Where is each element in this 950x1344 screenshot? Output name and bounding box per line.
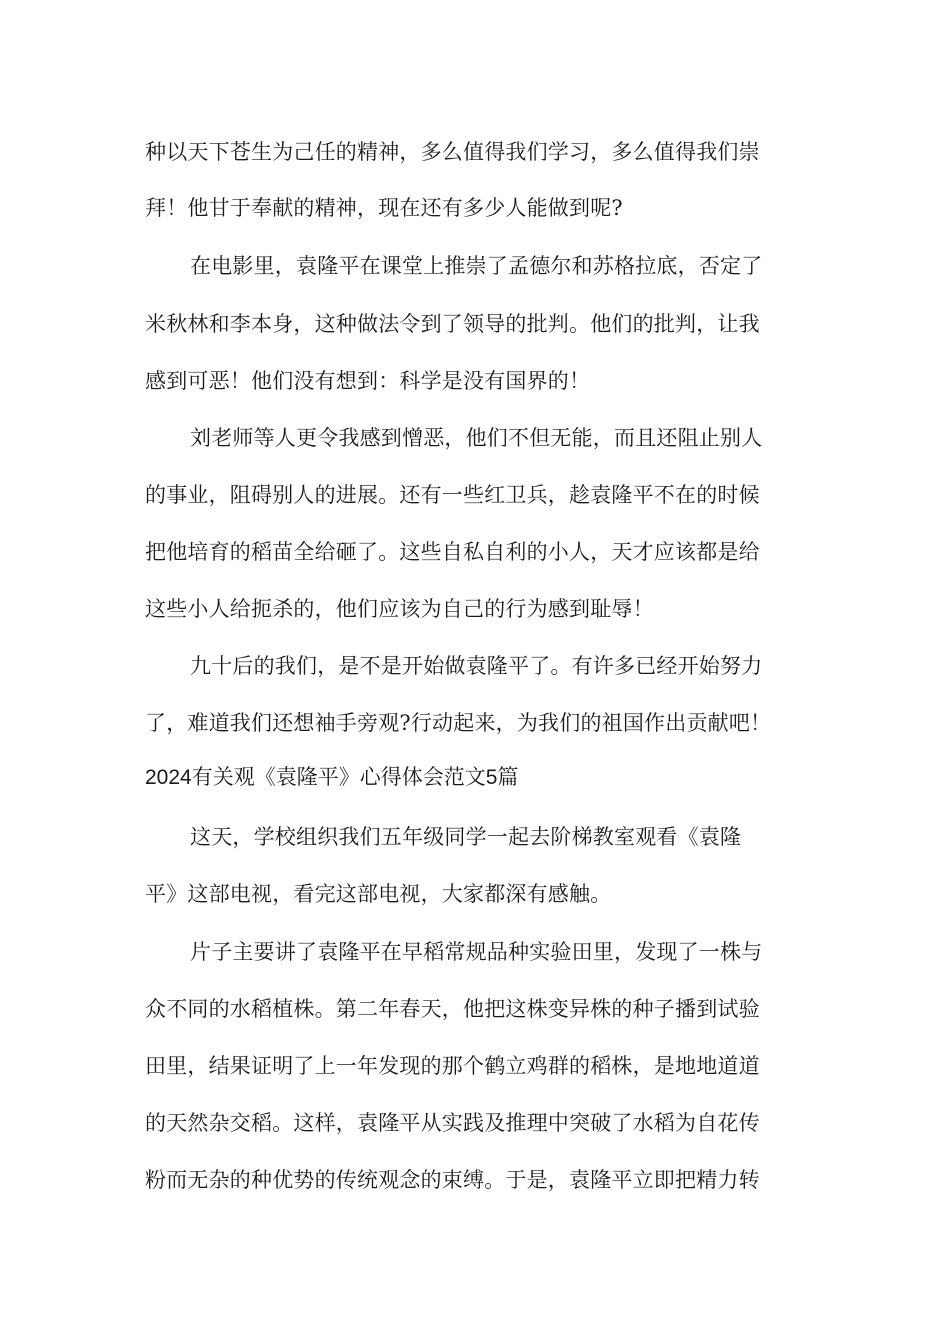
paragraph-6-line-4: 的天然杂交稻。这样，袁隆平从实践及推理中突破了水稻为自花传 [145, 1111, 760, 1135]
paragraph-5-line-2: 平》这部电视，看完这部电视，大家都深有感触。 [145, 882, 612, 906]
paragraph-6-line-5: 粉而无杂的种优势的传统观念的束缚。于是，袁隆平立即把精力转 [145, 1168, 760, 1192]
paragraph-2-line-2: 米秋林和李本身，这种做法令到了领导的批判。他们的批判，让我 [145, 312, 760, 336]
paragraph-3-line-3: 把他培育的稻苗全给砸了。这些自私自利的小人，天才应该都是给 [145, 540, 760, 564]
paragraph-3-line-1: 刘老师等人更令我感到憎恶，他们不但无能，而且还阻止别人 [190, 426, 763, 450]
paragraph-6-line-1: 片子主要讲了袁隆平在早稻常规品种实验田里，发现了一株与 [190, 940, 763, 964]
paragraph-5-line-1: 这天，学校组织我们五年级同学一起去阶梯教室观看《袁隆 [190, 825, 742, 849]
section-heading: 2024有关观《袁隆平》心得体会范文5篇 [145, 766, 519, 789]
paragraph-3-line-2: 的事业，阻碍别人的进展。还有一些红卫兵，趁袁隆平不在的时候 [145, 483, 760, 507]
paragraph-6-line-2: 众不同的水稻植株。第二年春天，他把这株变异株的种子播到试验 [145, 997, 760, 1021]
paragraph-1-line-1: 种以天下苍生为己任的精神，多么值得我们学习，多么值得我们崇 [145, 140, 760, 164]
paragraph-2-line-3: 感到可恶！他们没有想到：科学是没有国界的！ [145, 369, 591, 393]
paragraph-4-line-2: 了，难道我们还想袖手旁观?行动起来，为我们的祖国作出贡献吧！ [145, 711, 772, 735]
paragraph-1-line-2: 拜！他甘于奉献的精神，现在还有多少人能做到呢? [145, 196, 623, 220]
paragraph-2-line-1: 在电影里，袁隆平在课堂上推崇了孟德尔和苏格拉底，否定了 [190, 254, 763, 278]
paragraph-3-line-4: 这些小人给扼杀的，他们应该为自己的行为感到耻辱！ [145, 597, 654, 621]
paragraph-6-line-3: 田里，结果证明了上一年发现的那个鹤立鸡群的稻株，是地地道道 [145, 1054, 760, 1078]
paragraph-4-line-1: 九十后的我们，是不是开始做袁隆平了。有许多已经开始努力 [190, 654, 763, 678]
